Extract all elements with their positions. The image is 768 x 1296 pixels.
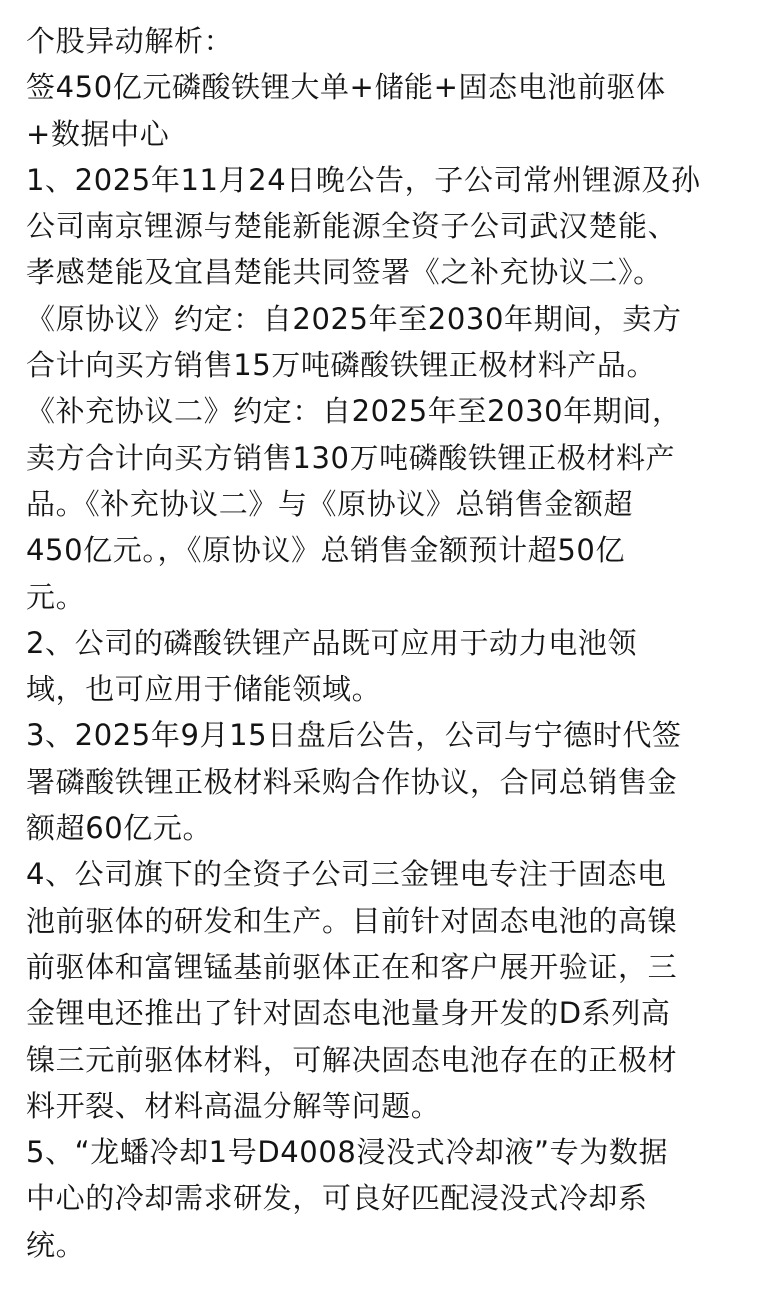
paragraph-line: 统。	[26, 1227, 86, 1262]
paragraph-line: 额超60亿元。	[26, 811, 213, 846]
paragraph-line: 中心的冷却需求研发，可良好匹配浸没式冷却系	[26, 1181, 648, 1216]
paragraph-line: 孝感楚能及宜昌楚能共同签署《之补充协议二》。	[26, 255, 663, 290]
paragraph-line: 《补充协议二》约定：自2025年至2030年期间，	[26, 394, 682, 429]
paragraph-line: 镍三元前驱体材料，可解决固态电池存在的正极材	[26, 1042, 678, 1077]
paragraph-line: 池前驱体的研发和生产。目前针对固态电池的高镍	[26, 903, 678, 938]
paragraph-line: 3、2025年9月15日盘后公告，公司与宁德时代签	[26, 718, 682, 753]
paragraph-line: 金锂电还推出了针对固态电池量身开发的D系列高	[26, 996, 671, 1031]
paragraph-line: 合计向买方销售15万吨磷酸铁锂正极材料产品。	[26, 348, 657, 383]
paragraph-line: 5、“龙蟠冷却1号D4008浸没式冷却液”专为数据	[26, 1135, 669, 1170]
paragraph-line: 《原协议》约定：自2025年至2030年期间，卖方	[26, 301, 682, 336]
paragraph-line: 450亿元。，《原协议》总销售金额预计超50亿	[26, 533, 626, 568]
paragraph-line: 公司南京锂源与楚能新能源全资子公司武汉楚能、	[26, 209, 678, 244]
heading-line: 个股异动解析：	[26, 24, 234, 58]
paragraph-line: 品。《补充协议二》与《原协议》总销售金额超	[26, 486, 634, 521]
paragraph-line: 域，也可应用于储能领域。	[26, 672, 382, 707]
paragraph-line: 料开裂、材料高温分解等问题。	[26, 1088, 441, 1123]
paragraph-line: 4、公司旗下的全资子公司三金锂电专注于固态电	[26, 857, 667, 892]
paragraph-line: 1、2025年11月24日晚公告，子公司常州锂源及孙	[26, 162, 701, 197]
paragraph-line: 2、公司的磷酸铁锂产品既可应用于动力电池领	[26, 625, 638, 660]
summary-line: 签450亿元磷酸铁锂大单+储能+固态电池前驱体	[26, 70, 666, 105]
paragraph-line: 卖方合计向买方销售130万吨磷酸铁锂正极材料产	[26, 440, 676, 475]
paragraph-line: 元。	[26, 579, 86, 614]
paragraph-line: 前驱体和富锂锰基前驱体正在和客户展开验证，三	[26, 949, 678, 984]
paragraph-line: 署磷酸铁锂正极材料采购合作协议，合同总销售金	[26, 764, 678, 799]
summary-line: +数据中心	[26, 116, 170, 151]
